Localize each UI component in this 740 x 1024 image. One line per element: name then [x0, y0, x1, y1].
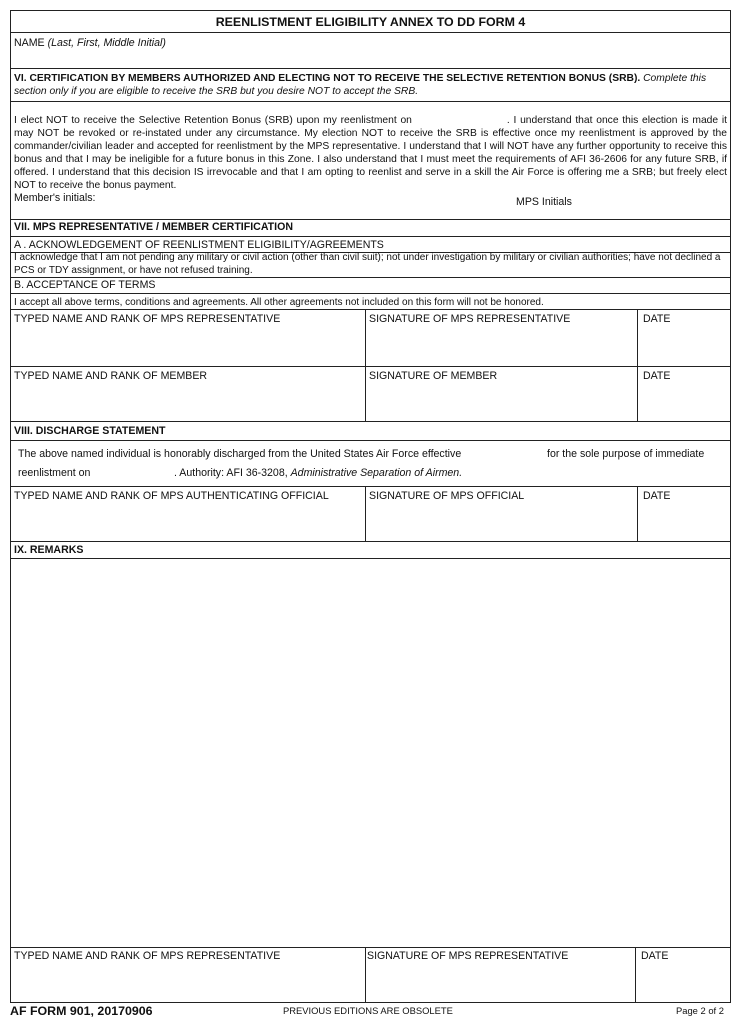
name-label: NAME [14, 37, 45, 49]
remarks-textarea[interactable] [14, 561, 731, 949]
member-name-label: TYPED NAME AND RANK OF MEMBER [14, 370, 208, 382]
section-9-heading: IX. REMARKS [14, 544, 84, 556]
section-7-heading: VII. MPS REPRESENTATIVE / MEMBER CERTIFICATION [14, 221, 293, 233]
remarks-rep-signature-field[interactable] [369, 965, 631, 1001]
official-date-label: DATE [643, 490, 671, 502]
footer-page-number: Page 2 of 2 [676, 1005, 724, 1016]
rep-name-label: TYPED NAME AND RANK OF MPS REPRESENTATIVE [14, 313, 281, 325]
remarks-rep-name-label: TYPED NAME AND RANK OF MPS REPRESENTATIVE [14, 950, 281, 962]
remarks-rep-date-label: DATE [641, 950, 669, 962]
official-name-input[interactable] [14, 507, 364, 539]
section-6-header [14, 72, 727, 98]
srb-reenlistment-date-input[interactable] [416, 114, 513, 127]
srb-election-statement: I elect NOT to receive the Selective Retention Bonus (SRB) upon my reenlistment on . I understand that once this election is made it may NOT be revoked or re-instated under any circumstance. My election NOT to receive the SRB is effective once my reenlistment is approved by the commander/civilian leader and accepted for reenlistment by the MPS representative. I understand that I will NOT have any further opportunity to receive this bonus and that I may be ineligible for a future bonus in this Zone. I also understand that I must meet the requirements of AFI 36-2606 for any future SRB, if offered. I understand that this decision IS irrevocable and that I am opting to reenlist and serve in a skill the Air Force is offering me a SRB; but freely elect NOT to receive the bonus payment. [14, 115, 728, 191]
section-7a-text: I acknowledge that I am not pending any military or civil action (other than civil suit); not under investigation by military or civilian authorities; have not declined a PCS or TDY assignment, or have not refused training. [14, 252, 721, 276]
member-initials-input[interactable] [106, 192, 230, 205]
rep-date-label: DATE [643, 313, 671, 325]
rep-name-input[interactable] [14, 331, 364, 363]
discharge-line-1: The above named individual is honorably discharged from the United States Air Force effective [18, 448, 462, 460]
member-date-input[interactable] [641, 387, 730, 419]
section-7b-text: I accept all above terms, conditions and agreements. All other agreements not included on this form will not be honored. [14, 297, 544, 308]
official-signature-field[interactable] [369, 505, 633, 540]
member-name-input[interactable] [14, 387, 364, 419]
discharge-effective-date-input[interactable] [467, 448, 546, 461]
rep-signature-field[interactable] [369, 329, 633, 365]
section-6-heading: VI. CERTIFICATION BY MEMBERS AUTHORIZED AND ELECTING NOT TO RECEIVE THE SELECTIVE RETENTION BONUS (SRB). [14, 73, 641, 84]
discharge-reenlistment-date-input[interactable] [94, 467, 176, 480]
member-initials-label: Member's initials: [14, 192, 96, 204]
section-8-heading: VIII. DISCHARGE STATEMENT [14, 425, 166, 437]
official-date-input[interactable] [641, 507, 730, 539]
rep-date-input[interactable] [641, 331, 730, 363]
form-title: REENLISTMENT ELIGIBILITY ANNEX TO DD FORM 4 [215, 15, 526, 29]
form-page [10, 10, 731, 1003]
section-7b-heading: B. ACCEPTANCE OF TERMS [14, 279, 156, 291]
name-input[interactable] [14, 52, 730, 68]
discharge-line-2: reenlistment on [18, 467, 91, 479]
discharge-line-1-purpose: for the sole purpose of immediate [547, 448, 705, 460]
official-name-label: TYPED NAME AND RANK OF MPS AUTHENTICATING OFFICIAL [14, 490, 329, 502]
remarks-rep-name-input[interactable] [14, 967, 364, 999]
rep-signature-label: SIGNATURE OF MPS REPRESENTATIVE [369, 313, 571, 325]
discharge-authority: . Authority: AFI 36-3208, Administrative Separation of Airmen. [174, 467, 463, 479]
remarks-rep-signature-label: SIGNATURE OF MPS REPRESENTATIVE [367, 950, 569, 962]
section-6-instruction-line2: this section only if you are eligible to receive the SRB but you desire NOT to accept the SRB. [14, 73, 707, 97]
name-label-group [14, 37, 166, 50]
official-signature-label: SIGNATURE OF MPS OFFICIAL [369, 490, 525, 502]
member-signature-label: SIGNATURE OF MEMBER [369, 370, 498, 382]
section-6-instruction: Complete [643, 73, 688, 84]
name-hint: (Last, First, Middle Initial) [47, 37, 166, 49]
member-date-label: DATE [643, 370, 671, 382]
mps-initials-input[interactable] [581, 196, 705, 209]
remarks-rep-date-input[interactable] [639, 967, 730, 999]
section-7a-heading: A . ACKNOWLEDGEMENT OF REENLISTMENT ELIGIBILITY/AGREEMENTS [14, 239, 384, 251]
mps-initials-label: MPS Initials [516, 196, 572, 208]
member-signature-field[interactable] [369, 385, 633, 421]
footer-notice: PREVIOUS EDITIONS ARE OBSOLETE [283, 1005, 453, 1016]
footer-form-id: AF FORM 901, 20170906 [10, 1004, 153, 1018]
